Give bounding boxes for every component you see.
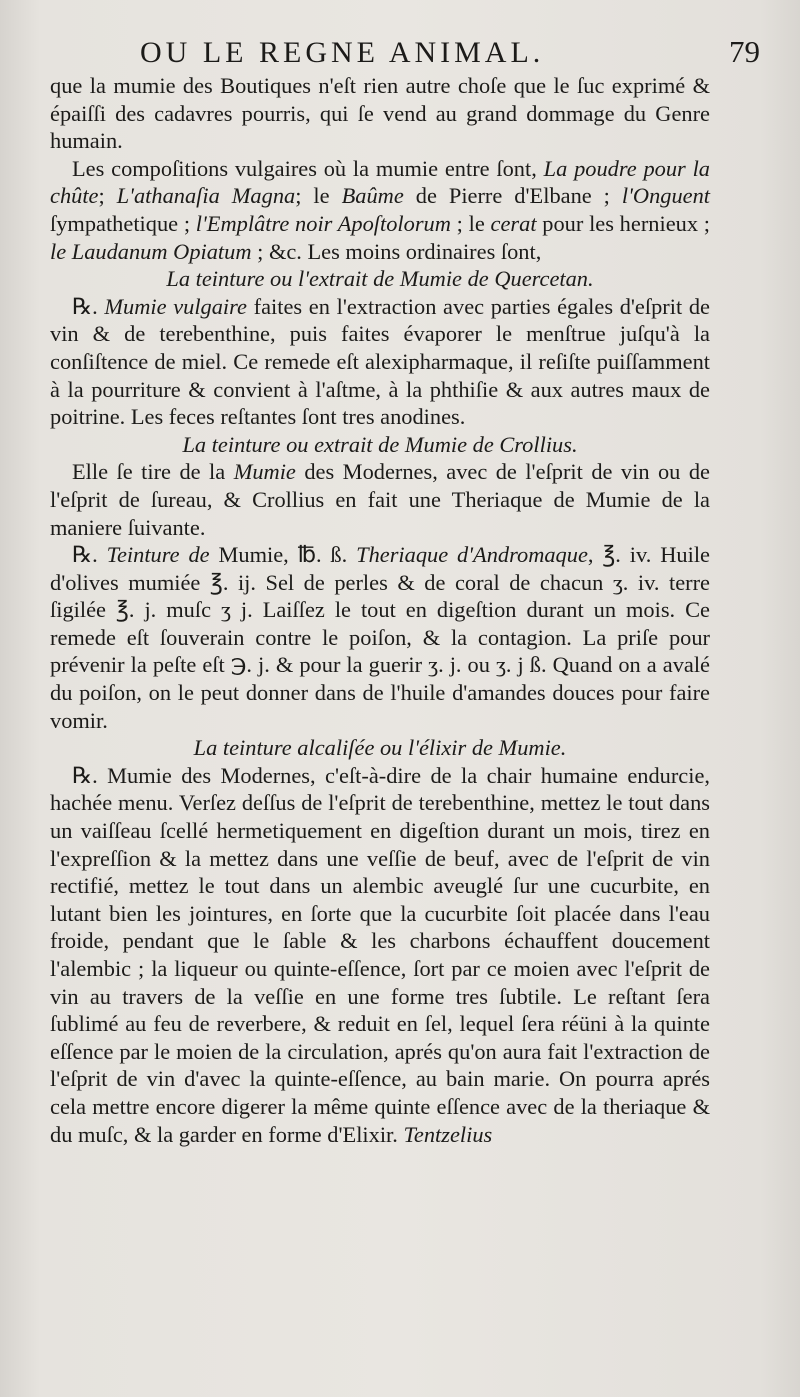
paragraph-compositions: Les compoſitions vulgaires où la mumie entre ſont, La poudre pour la chûte; L'athanaſia Magna; le Baûme de Pierre d'Elbane ; l'Onguent ſympathetique ; l'Emplâtre noir Apoſtolorum ; le cerat pour les hernieux ; le Laudanum Opiatum ; &c. Les moins ordinaires ſont, — [50, 155, 711, 264]
running-title: OU LE REGNE ANIMAL. — [140, 36, 545, 69]
section-heading-quercetan: La teinture ou l'extrait de Mumie de Quercetan. — [166, 266, 594, 292]
paragraph-crollius: Elle ſe tire de la Mumie des Modernes, avec de l'eſprit de vin ou de l'eſprit de ſureau, & Crollius en fait une Theriaque de Mumie de la maniere ſuivante. — [50, 459, 710, 540]
page-body — [50, 72, 710, 1148]
recipe-symbol: ℞. — [72, 293, 98, 319]
paragraph-continuation: que la mumie des Boutiques n'eſt rien autre choſe que le ſuc exprimé & épaiſſi des cadavres pourris, qui ſe vend au grand dommage du Genre humain. — [50, 73, 710, 154]
paragraph-elixir: ℞. Mumie des Modernes, c'eſt-à-dire de la chair humaine endurcie, hachée menu. Verſez deſſus de l'eſprit de terebenthine, mettez le tout dans un vaiſſeau ſcellé hermetiquement en digeſtion durant un mois, tirez en l'expreſſion & la mettez dans une veſſie de beuf, avec de l'eſprit de vin rectifié, mettez le tout dans un alembic aveuglé ſur une cucurbite, en lutant bien les jointures, en ſorte que la cucurbite ſoit placée dans l'eau froide, pendant que le ſable & les charbons échauffent doucement l'alembic ; la liqueur ou quinte-eſſence, ſort par ce moien avec l'eſprit de vin au travers de la veſſie en une forme tres ſubtile. Le reſtant ſera ſublimé au feu de reverbere, & reduit en ſel, lequel ſera réüni à la quinte eſſence par le moien de la circulation, aprés qu'on aura fait l'extraction de l'eſprit de vin d'avec la quinte-eſſence, au bain marie. On pourra aprés cela mettre encore digerer la même quinte eſſence avec de la theriaque & du muſc, & la garder en forme d'Elixir. Tentzelius — [50, 762, 710, 1147]
recipe-symbol: ℞. — [72, 762, 98, 788]
page-number: 79 — [729, 34, 760, 69]
recipe-symbol: ℞. — [72, 542, 98, 568]
section-heading-crollius: La teinture ou extrait de Mumie de Crollius. — [182, 431, 578, 457]
paragraph-quercetan: ℞. Mumie vulgaire faites en l'extraction avec parties égales d'eſprit de vin & de terebenthine, puis faites évaporer le menſtrue juſqu'à la conſiſtence de miel. Ce remede eſt alexipharmaque, il reſiſte puiſſamment à la pourriture & convient à l'aſtme, à la phthiſie & aux autres maux de poitrine. Les feces reſtantes ſont tres anodines. — [50, 293, 710, 430]
section-heading-elixir: La teinture alcaliſée ou l'élixir de Mumie. — [193, 735, 567, 761]
paragraph-theriaque-recipe: ℞. Teinture de Mumie, ℔. ß. Theriaque d'Andromaque, ℥. iv. Huile d'olives mumiée ℥. ij. Sel de perles & de coral de chacun ʒ. iv. terre ſigilée ℥. j. muſc ʒ j. Laiſſez le tout en digeſtion durant un mois. Ce remede eſt ſouverain contre le poiſon, & la contagion. La priſe pour prévenir la peſte eſt ℈. j. & pour la guerir ʒ. j. ou ʒ. j ß. Quand on a avalé du poiſon, on le peut donner dans de l'huile d'amandes douces pour faire vomir. — [50, 542, 710, 733]
